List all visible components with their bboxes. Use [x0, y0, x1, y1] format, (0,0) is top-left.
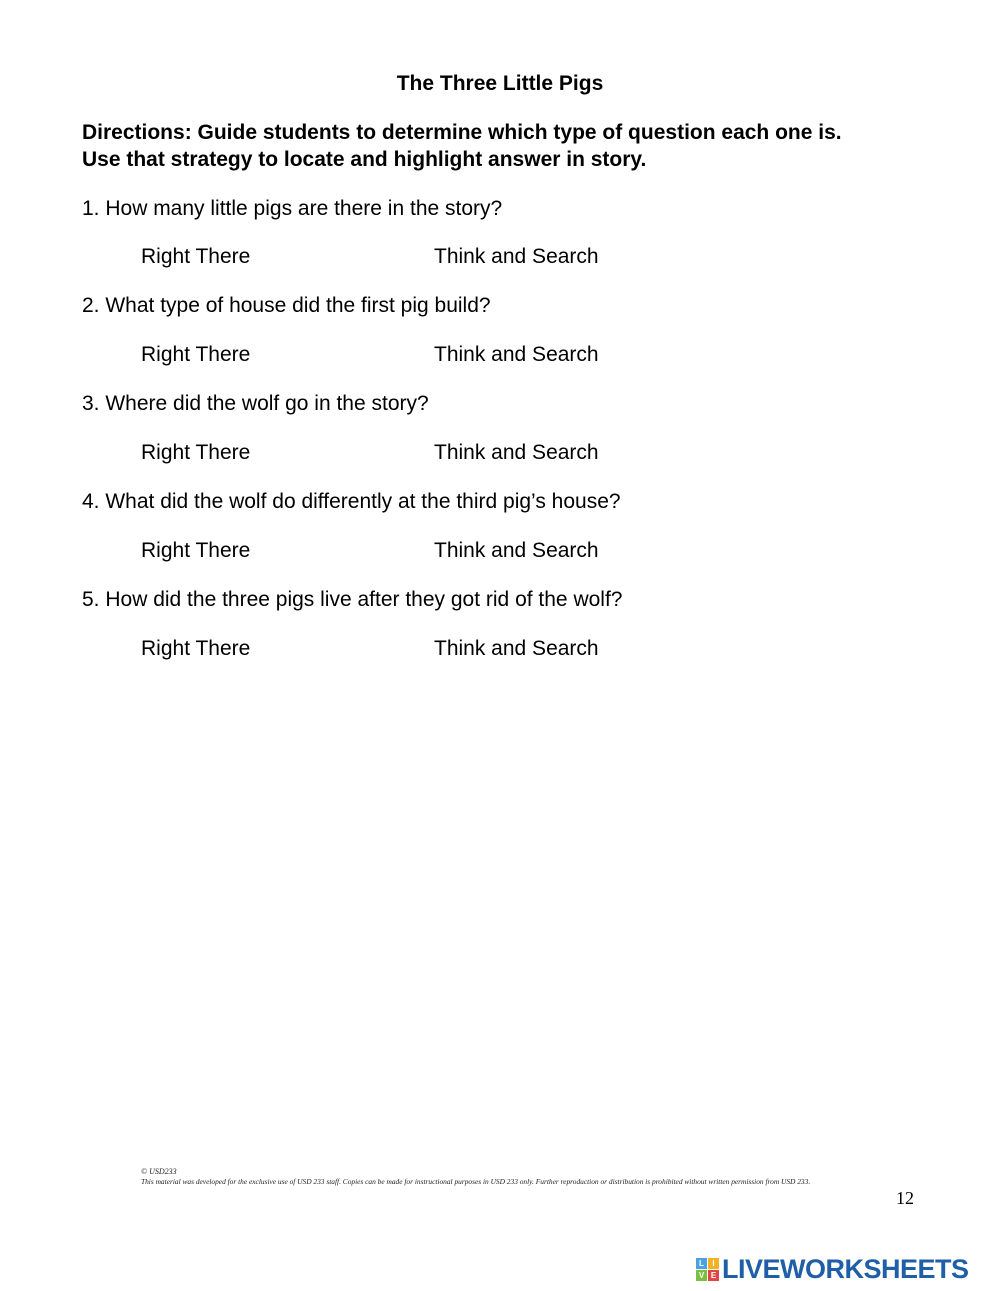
question-5-choice-right-there[interactable]: Right There	[141, 637, 251, 660]
question-5: 5. How did the three pigs live after they got rid of the wolf?	[82, 588, 623, 611]
question-2: 2. What type of house did the first pig build?	[82, 294, 491, 317]
footer-usage-note: This material was developed for the exclusive use of USD 233 staff. Copies can be made for instructional purposes in USD 233 only. Further reproduction or distribution is prohibited without written permission from USD 233.	[141, 1177, 811, 1186]
logo-tile-l: L	[696, 1258, 707, 1269]
logo-tile-v: V	[696, 1270, 707, 1281]
liveworksheets-logo-icon	[696, 1258, 719, 1281]
footer-copyright: © USD233	[141, 1167, 177, 1176]
worksheet-title: The Three Little Pigs	[396, 72, 604, 95]
question-5-choice-think-and-search[interactable]: Think and Search	[434, 637, 599, 660]
logo-tile-e: E	[708, 1270, 719, 1281]
liveworksheets-brand	[696, 1254, 969, 1284]
question-4: 4. What did the wolf do differently at the third pig’s house?	[82, 490, 621, 513]
page-number: 12	[896, 1188, 914, 1208]
question-3-choice-think-and-search[interactable]: Think and Search	[434, 441, 599, 464]
brand-name: LIVEWORKSHEETS	[722, 1254, 969, 1284]
question-1: 1. How many little pigs are there in the story?	[82, 197, 503, 220]
question-1-choice-right-there[interactable]: Right There	[141, 245, 251, 268]
question-3: 3. Where did the wolf go in the story?	[82, 392, 429, 415]
directions-line-1: Directions: Guide students to determine which type of question each one is.	[82, 121, 842, 144]
question-4-choice-right-there[interactable]: Right There	[141, 539, 251, 562]
directions	[82, 119, 962, 173]
question-3-choice-right-there[interactable]: Right There	[141, 441, 251, 464]
question-4-choice-think-and-search[interactable]: Think and Search	[434, 539, 599, 562]
directions-line-2: Use that strategy to locate and highlight answer in story.	[82, 148, 647, 171]
question-1-choice-think-and-search[interactable]: Think and Search	[434, 245, 599, 268]
question-2-choice-right-there[interactable]: Right There	[141, 343, 251, 366]
logo-tile-i: I	[708, 1258, 719, 1269]
question-2-choice-think-and-search[interactable]: Think and Search	[434, 343, 599, 366]
